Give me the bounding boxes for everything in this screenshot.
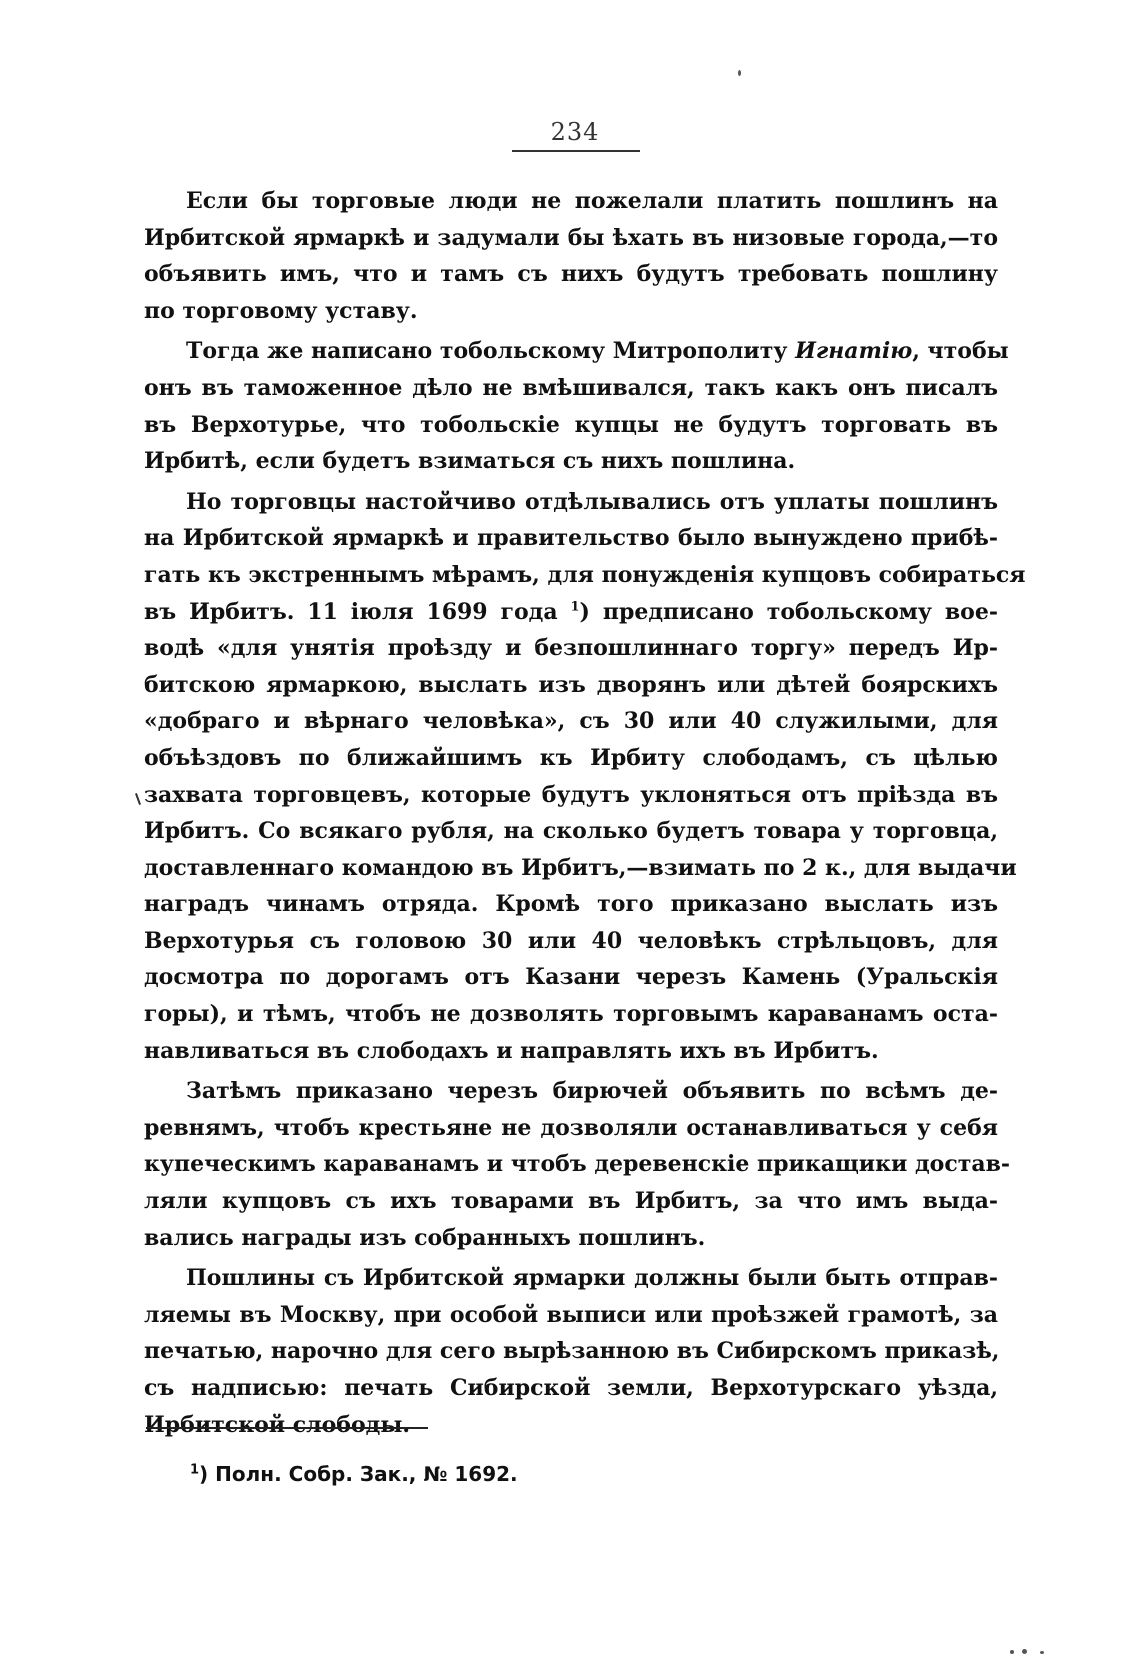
text-line: ляемы въ Москву, при особой выписи или проѣзжей грамотѣ, за [144,1301,998,1328]
text-line: ляли купцовъ съ ихъ товарами въ Ирбитъ, за что имъ выда- [144,1188,998,1215]
text-line: доставленнаго командою въ Ирбитъ,—взимать по 2 к., для выдачи [144,854,1017,881]
paragraph-1 [144,183,998,329]
text-segment: въ Ирбитъ. 11 іюля 1699 года [144,598,558,625]
text-segment: ) предписано тобольскому вое- [579,598,998,625]
text-line: Ирбитской слободы. [144,1411,411,1438]
scan-speck [1040,1651,1044,1654]
footnote-ref: 1 [570,599,580,615]
footnote-text: ) Полн. Собр. Зак., № 1692. [199,1462,518,1486]
text-line: битскою ярмаркою, выслать изъ дворянъ или дѣтей боярскихъ [144,671,998,698]
italic-name: Игнатію [795,338,913,365]
text-line: Но торговцы настойчиво отдѣлывались отъ уплаты пошлинъ [186,488,998,515]
text-line: водѣ «для унятія проѣзду и безпошлиннаго торгу» передъ Ир- [144,635,998,662]
footnote-rule [146,1427,428,1429]
scan-speck [738,70,741,76]
text-line: Если бы торговые люди не пожелали платить пошлинъ на [186,188,998,214]
text-line: ревнямъ, чтобъ крестьяне не дозволяли останавливаться у себя [144,1114,998,1141]
scan-speck [1022,1649,1027,1654]
text-line: Пошлины съ Ирбитской ярмарки должны были быть отправ- [186,1265,998,1292]
scan-speck [1010,1650,1014,1654]
text-line: досмотра по дорогамъ отъ Казани черезъ Камень (Уральскія [144,964,998,991]
text-line: Верхотурья съ головою 30 или 40 человѣкъ стрѣльцовъ, для [144,927,998,954]
text-line: на Ирбитской ярмаркѣ и правительство было вынуждено прибѣ- [144,525,998,552]
paragraph-3 [144,484,1026,1070]
text-line: Ирбитъ. Со всякаго рубля, на сколько будетъ товара у торговца, [144,818,998,845]
body-text [144,183,1026,1447]
footnote-marker: 1 [190,1462,200,1478]
text-line: наградъ чинамъ отряда. Кромѣ того приказано выслать изъ [144,891,998,918]
text-line: печатью, нарочно для сего вырѣзанною въ Сибирскомъ приказѣ, [144,1338,1000,1365]
text-line: по торговому уставу. [144,297,418,324]
text-line: купеческимъ караванамъ и чтобъ деревенскіе прикащики достав- [144,1151,1011,1178]
text-line [144,333,1009,370]
text-line: онъ въ таможенное дѣло не вмѣшивался, такъ какъ онъ писалъ [144,374,998,401]
paragraph-2 [144,333,1009,479]
text-line: въ Верхотурье, что тобольскіе купцы не будутъ торговать въ [144,411,998,438]
text-line: вались награды изъ собранныхъ пошлинъ. [144,1224,706,1251]
text-line: объявить имъ, что и тамъ съ нихъ будутъ требовать пошлину [144,261,998,288]
text-line [144,594,998,631]
page-number: 234 [550,118,600,146]
text-segment: , чтобы [912,338,1009,365]
margin-mark [135,793,141,805]
paragraph-5 [144,1260,998,1443]
text-line: захвата торговцевъ, которые будутъ уклоняться отъ пріѣзда въ [144,781,998,808]
text-line: горы), и тѣмъ, чтобъ не дозволять торговымъ караванамъ оста- [144,1001,998,1028]
paragraph-4 [144,1073,1011,1256]
text-line: навливаться въ слободахъ и направлять ихъ въ Ирбитъ. [144,1037,879,1064]
text-line: «добраго и вѣрнаго человѣка», съ 30 или 40 служилыми, для [144,708,998,735]
text-line: съ надписью: печать Сибирской земли, Верхотурскаго уѣзда, [144,1375,998,1401]
text-line: Ирбитской ярмаркѣ и задумали бы ѣхать въ низовые города,—то [144,224,998,251]
page-number-rule [512,150,640,152]
text-line: Затѣмъ приказано черезъ бирючей объявить по всѣмъ де- [186,1078,998,1105]
footnote [190,1462,518,1486]
text-segment: Тогда же написано тобольскому Митрополиту [186,338,788,365]
text-line: объѣздовъ по ближайшимъ къ Ирбиту слободамъ, съ цѣлью [144,744,998,771]
text-line: Ирбитѣ, если будетъ взиматься съ нихъ пошлина. [144,448,796,475]
text-line: гать къ экстреннымъ мѣрамъ, для понужденія купцовъ собираться [144,561,1026,588]
